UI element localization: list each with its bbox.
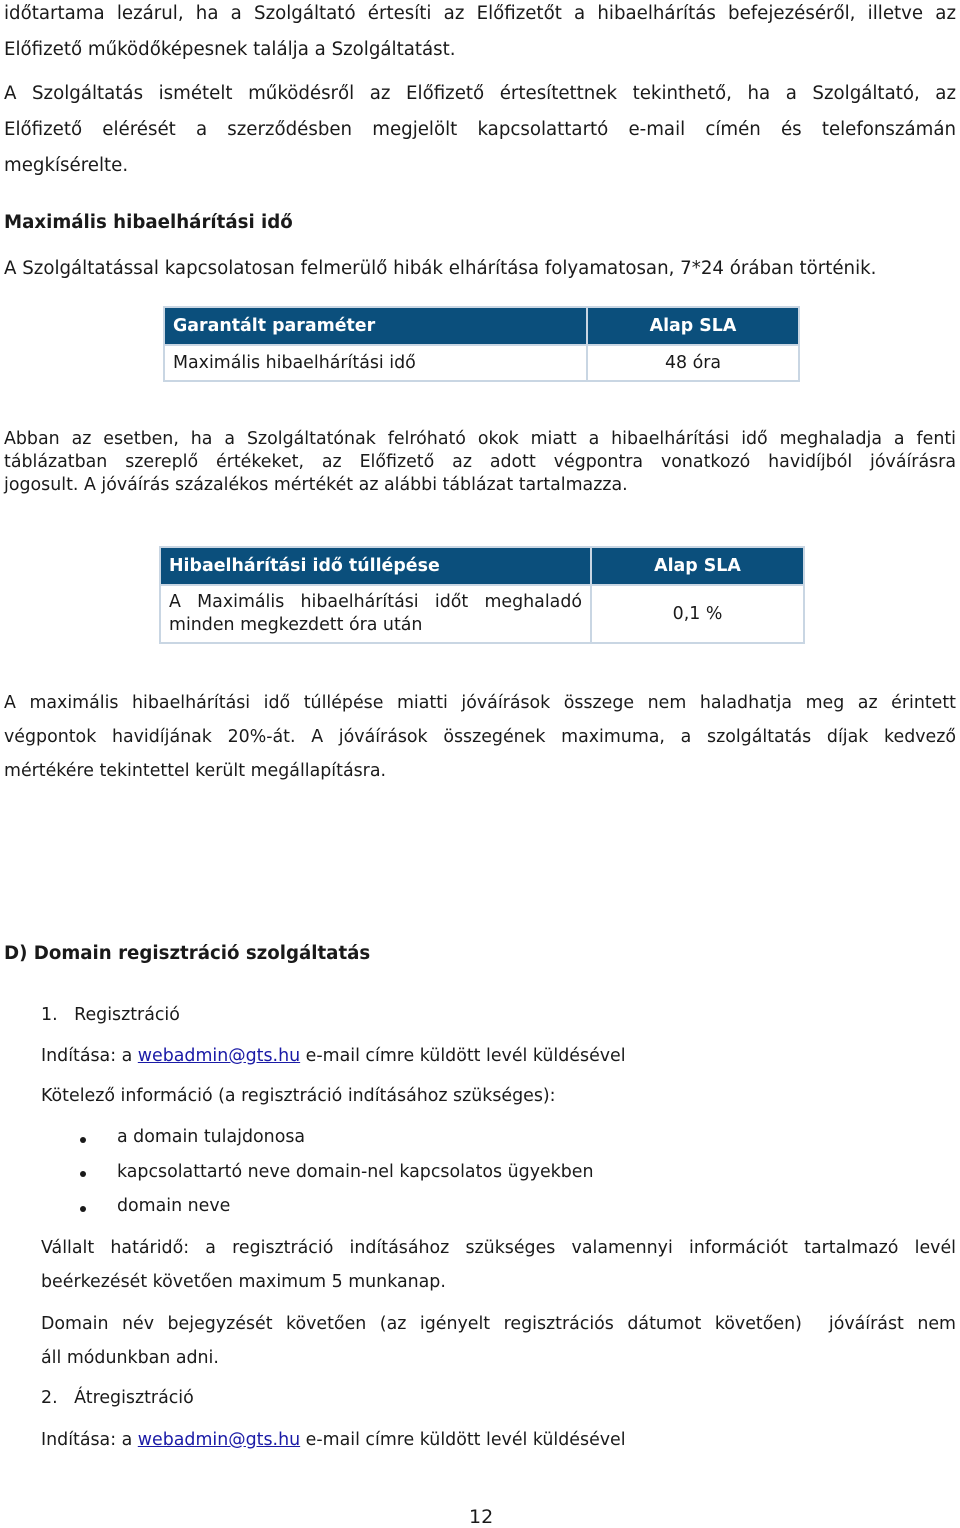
bullet-dot (80, 1137, 86, 1143)
max-repair-text: A Szolgáltatással kapcsolatosan felmerülő hibák elhárítása folyamatosan, 7*24 órában történik. (4, 258, 877, 279)
table2-header-sla: Alap SLA (591, 547, 804, 585)
section-d-heading: D) Domain regisztráció szolgáltatás (4, 943, 371, 964)
limit-line-3: mértékére tekintettel került megállapításra. (4, 761, 387, 781)
email-link-2[interactable]: webadmin@gts.hu (137, 1430, 301, 1450)
table2-row-label-line-2: minden megkezdett óra után (169, 615, 423, 635)
domain-credit-line-1: Domain név bejegyzését követően (az igényelt regisztrációs dátumot követően) jóváírást nem (41, 1314, 956, 1334)
bullet-dot (80, 1171, 86, 1177)
bullet-item-2: kapcsolattartó neve domain-nel kapcsolatos ügyekben (117, 1162, 594, 1182)
intro-paragraph (4, 0, 956, 68)
restore-line-1: A Szolgáltatás ismételt működésről az Előfizető értesítettnek tekinthető, ha a Szolgáltató, az (4, 83, 956, 104)
item-1-registration: 1. Regisztráció (41, 1005, 180, 1025)
table1-row-value: 48 óra (587, 345, 799, 381)
deadline-paragraph (41, 1231, 956, 1299)
table2-row-value: 0,1 % (591, 585, 804, 643)
table1-header-parameter: Garantált paraméter (164, 307, 587, 345)
table2-row-label-line-1: A Maximális hibaelhárítási időt meghaladó (169, 592, 582, 612)
max-repair-heading: Maximális hibaelhárítási idő (4, 212, 293, 233)
start2-prefix: Indítása: a (41, 1430, 138, 1450)
domain-credit-paragraph (41, 1307, 956, 1375)
restore-line-3: megkísérelte. (4, 155, 129, 176)
credit-line-1: Abban az esetben, ha a Szolgáltatónak felróható okok miatt a hibaelhárítási idő meghaladja a fenti (4, 429, 956, 449)
table1-row-label: Maximális hibaelhárítási idő (164, 345, 587, 381)
intro-line-2: Előfizető működőképesnek találja a Szolgáltatást. (4, 39, 456, 60)
sla-table-repair-time (163, 306, 800, 382)
start-line-2 (41, 1430, 626, 1450)
table1-header-sla: Alap SLA (587, 307, 799, 345)
restore-paragraph (4, 76, 956, 184)
limit-line-2: végpontok havidíjának 20%-át. A jóváírások összegének maximuma, a szolgáltatás díjak kedvező (4, 727, 956, 747)
deadline-line-1: Vállalt határidő: a regisztráció indításához szükséges valamennyi információt tartalmazó levél (41, 1238, 956, 1258)
credit-paragraph (4, 428, 956, 497)
deadline-line-2: beérkezését követően maximum 5 munkanap. (41, 1272, 446, 1292)
restore-line-2: Előfizető elérését a szerződésben megjelölt kapcsolattartó e-mail címén és telefonszámán (4, 119, 956, 140)
start-line-1 (41, 1046, 626, 1066)
credit-line-2: táblázatban szereplő értékeket, az Előfizető az adott végpontra vonatkozó havidíjból jóváírásra (4, 452, 956, 472)
start-suffix: e-mail címre küldött levél küldésével (300, 1046, 626, 1066)
table2-header-overrun: Hibaelhárítási idő túllépése (160, 547, 591, 585)
limit-paragraph (4, 686, 956, 788)
start-prefix: Indítása: a (41, 1046, 138, 1066)
email-link[interactable]: webadmin@gts.hu (137, 1046, 301, 1066)
start2-suffix: e-mail címre küldött levél küldésével (300, 1430, 626, 1450)
limit-line-1: A maximális hibaelhárítási idő túllépése miatti jóváírások összege nem haladhatja meg az érintett (4, 693, 956, 713)
bullet-item-1: a domain tulajdonosa (117, 1127, 306, 1147)
page-number: 12 (469, 1506, 494, 1528)
sla-table-overrun (159, 546, 805, 644)
table2-row-label (160, 585, 591, 643)
required-info: Kötelező információ (a regisztráció indításához szükséges): (41, 1086, 556, 1106)
bullet-item-3: domain neve (117, 1196, 231, 1216)
intro-line-1: időtartama lezárul, ha a Szolgáltató értesíti az Előfizetőt a hibaelhárítás befejezéséről, illetve az (4, 3, 956, 24)
domain-credit-line-2: áll módunkban adni. (41, 1348, 219, 1368)
item-2-transfer: 2. Átregisztráció (41, 1388, 194, 1408)
bullet-dot (80, 1206, 86, 1212)
credit-line-3: jogosult. A jóváírás százalékos mértékét az alábbi táblázat tartalmazza. (4, 475, 628, 495)
